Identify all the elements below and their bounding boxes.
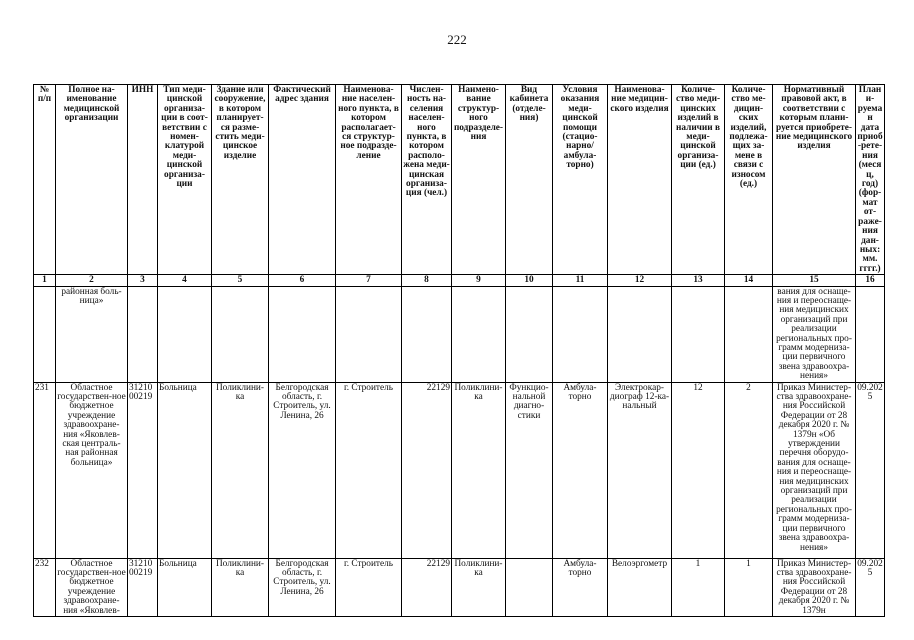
address-cell: Белгородская область, г. Строитель, ул. Ленина, 26 [269,382,336,558]
cell [336,286,402,382]
unit-cell: Поликлини-ка [452,382,506,558]
cell [553,286,608,382]
header-cell: Количе-ство меди-цинских изделий в наличии в меди-цинской организа-ции (ед.) [672,85,725,275]
quantity-cell: 12 [672,382,725,558]
cell [608,286,672,382]
table-row [34,382,885,558]
cabinet-cell: Функцио-нальной диагно-стики [506,382,553,558]
org-name-cell: Областное государствен-ное бюджетное учреждение здравоохране-ния «Яковлев- [57,558,126,616]
cell [672,286,725,382]
header-cell: Нормативный правовой акт, в соответствии с которым плани-руется приобрете-ние медицинского изделия [773,85,856,275]
column-number: 10 [506,275,553,286]
column-number: 7 [336,275,402,286]
quantity-cell: 1 [672,558,725,616]
header-cell: Количе-ство ме-дицин-ских изделий, подлежа-щих за-мене в связи с износом (ед.) [725,85,773,275]
header-cell: Полное на-именование медицинской организации [56,85,128,275]
device-cell: Велоэргометр [608,558,672,616]
org-name-cell: Областное государствен-ное бюджетное учреждение здравоохране-ния «Яковлев-ская централь-ная районная больница» [56,382,128,558]
column-number: 6 [269,275,336,286]
unit-cell: Поликлини-ка [452,558,506,616]
cell [212,286,269,382]
header-cell: Плани-руеман дата приоб-рете-ния (месяц, год) (фор-мат от-раже-ния дан-ных: мм. гггг.) [857,85,883,274]
replace-quantity-cell: 2 [725,382,773,558]
org-type-cell: Больница [158,558,212,616]
inn-cell: 31210 00219 [128,382,158,558]
column-number: 4 [158,275,212,286]
locality-cell: г. Строитель [336,382,402,558]
row-number-cell: 231 [34,382,56,558]
column-number: 8 [402,275,452,286]
column-number-row [34,275,885,286]
column-number: 13 [672,275,725,286]
legal-act-cell: вания для оснаще-ния и переоснаще-ния медицинских организаций при реализации региональных про-грамм модерниза-ции первичного звена здравоохра-нения» [773,286,856,382]
header-cell: Фактический адрес здания [269,85,336,275]
header-cell: Здание или сооружение, в котором планирует-ся разме-стить меди-цинское изделие [212,85,269,275]
medical-equipment-table [33,84,885,617]
cell [452,286,506,382]
column-number: 16 [856,275,885,286]
address-cell: Белгородская область, г. Строитель, ул. Ленина, 26 [269,558,336,616]
column-number: 9 [452,275,506,286]
column-number: 11 [553,275,608,286]
header-row [34,85,885,275]
legal-act-cell: Приказ Министер-ства здравоохране-ния Российской Федерации от 28 декабря 2020 г. № 1379н [773,558,856,616]
header-cell: Наименова-ние населен-ного пункта, в котором располагает-ся структур-ное подразде-ление [336,85,402,275]
building-cell: Поликлини-ка [212,382,269,558]
conditions-cell: Амбула-торно [553,382,608,558]
row-number-cell: 232 [34,558,56,616]
population-cell: 22129 [402,382,452,558]
building-cell: Поликлини-ка [212,558,269,616]
page-number: 222 [447,32,467,47]
column-number: 3 [128,275,158,286]
header-cell: Условия оказания меди-цинской помощи (стацио-нарно/ амбула-торно) [553,85,608,275]
cell [725,286,773,382]
cell [269,286,336,382]
org-name-cell: районная боль-ница» [56,286,128,382]
inn-cell: 31210 00219 [128,558,158,616]
header-cell: № п/п [34,85,56,275]
conditions-cell: Амбула-торно [553,558,608,616]
table-row-continuation [34,286,885,382]
device-cell: Электрокар-диограф 12-ка-нальный [608,382,672,558]
cell [856,286,885,382]
org-type-cell: Больница [158,382,212,558]
replace-quantity-cell: 1 [725,558,773,616]
cell [506,286,553,382]
column-number: 5 [212,275,269,286]
column-number: 14 [725,275,773,286]
header-cell: Числен-ность на-селения населен-ного пункта, в котором располо-жена меди-цинская организа-ция (чел.) [402,85,452,275]
column-number: 12 [608,275,672,286]
header-cell: Тип меди-цинской организа-ции в соот-ветствии с номен-клатурой меди-цинской организа-ции [158,85,212,275]
cell [128,286,158,382]
cabinet-cell [506,558,553,616]
population-cell: 22129 [402,558,452,616]
table-row [34,558,885,616]
header-cell: ИНН [128,85,158,275]
locality-cell: г. Строитель [336,558,402,616]
legal-act-cell: Приказ Министер-ства здравоохране-ния Российской Федерации от 28 декабря 2020 г. № 1379н «Об утверждении перечня оборудо-вания для оснаще-ния и переоснаще-ния медицинских организаций при реализации региональных про-грамм модерниза-ции первичного звена здравоохра-нения» [773,382,856,558]
cell [158,286,212,382]
cell [402,286,452,382]
header-cell: Вид кабинета (отделе-ния) [506,85,553,275]
purchase-date-cell: 09.2025 [856,382,885,558]
column-number: 1 [34,275,56,286]
cell [34,286,56,382]
header-cell: Наименова-ние медицин-ского изделия [608,85,672,275]
purchase-date-cell: 09.2025 [856,558,885,616]
column-number: 15 [773,275,856,286]
header-cell: Наимено-вание структур-ного подразделе-ния [452,85,506,275]
column-number: 2 [56,275,128,286]
